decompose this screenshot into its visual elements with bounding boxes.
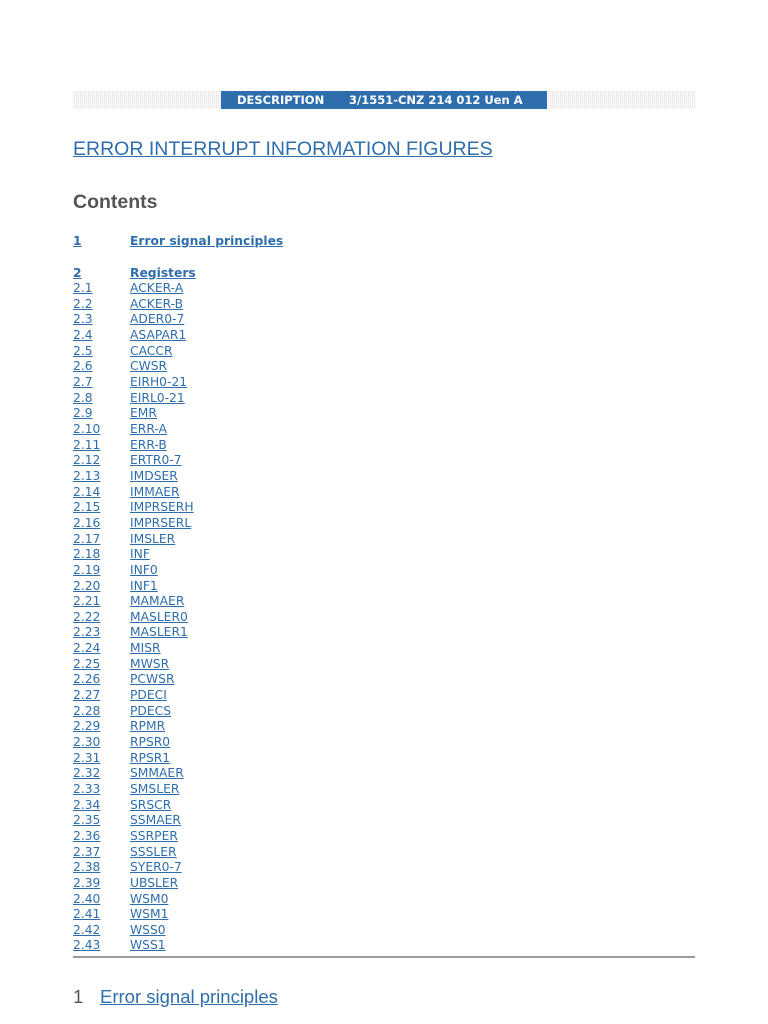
toc-entry-number-link[interactable]: 2.35 xyxy=(73,813,101,828)
toc-entry-number-link[interactable]: 2.28 xyxy=(73,703,101,718)
document-number: 3/1551-CNZ 214 012 Uen A xyxy=(349,93,523,107)
toc-entry-number-link[interactable]: 2.39 xyxy=(73,875,101,890)
toc-entry-title-link[interactable]: MASLER0 xyxy=(130,609,188,624)
toc-entry-title-link[interactable]: ASAPAR1 xyxy=(130,328,187,343)
toc-entry-title-link[interactable]: EMR xyxy=(130,406,157,421)
toc-entry-title-link[interactable]: ERTR0-7 xyxy=(130,453,182,468)
toc-entry-title-link[interactable]: SSRPER xyxy=(130,828,178,843)
toc-entry-number-link[interactable]: 2.23 xyxy=(73,625,101,640)
toc-entry-title-link[interactable]: SMSLER xyxy=(130,781,180,796)
toc-entry-title-link[interactable]: MAMAER xyxy=(130,594,185,609)
toc-entry-number-link[interactable]: 2.32 xyxy=(73,766,101,781)
toc-entry-number-link[interactable]: 2.16 xyxy=(73,515,101,530)
toc-entry-title-link[interactable]: ADER0-7 xyxy=(130,312,185,327)
toc-entry-title-link[interactable]: EIRH0-21 xyxy=(130,375,188,390)
toc-entry-title-link[interactable]: SMMAER xyxy=(130,766,184,781)
toc-entry-title-link[interactable]: IMDSER xyxy=(130,468,178,483)
toc-entry-number-link[interactable]: 2.5 xyxy=(73,343,93,358)
toc-entry-title-link[interactable]: IMMAER xyxy=(130,484,180,499)
document-type-label: DESCRIPTION xyxy=(237,93,325,107)
toc-entry-title-link[interactable]: ERR-B xyxy=(130,437,167,452)
toc-entry-title-link[interactable]: UBSLER xyxy=(130,875,179,890)
toc-entry-number-link[interactable]: 2 xyxy=(73,265,82,280)
toc-entry-title-link[interactable]: ACKER-A xyxy=(130,281,184,296)
toc-entry-title-link[interactable]: IMPRSERH xyxy=(130,500,194,515)
toc-entry-number-link[interactable]: 2.34 xyxy=(73,797,101,812)
toc-entry-title-link[interactable]: Registers xyxy=(130,265,196,280)
toc-entry-title-link[interactable]: WSM0 xyxy=(130,891,169,906)
toc-entry-number-link[interactable]: 2.18 xyxy=(73,547,101,562)
page-title-link[interactable]: ERROR INTERRUPT INFORMATION FIGURES xyxy=(73,138,493,160)
toc-entry-number-link[interactable]: 2.15 xyxy=(73,500,101,515)
toc-entry-number-link[interactable]: 2.10 xyxy=(73,422,101,436)
toc-entry-title-link[interactable]: RPSR0 xyxy=(130,735,171,749)
toc-entry-number-link[interactable]: 2.14 xyxy=(73,484,101,499)
toc-entry-title-link[interactable]: EIRL0-21 xyxy=(130,390,185,405)
toc-entry-number-link[interactable]: 2.37 xyxy=(73,844,101,859)
toc-entry-number-link[interactable]: 2.22 xyxy=(73,609,101,624)
toc-entry-title-link[interactable]: PDECS xyxy=(130,703,172,718)
toc-entry-number-link[interactable]: 2.42 xyxy=(73,922,101,937)
toc-entry-title-link[interactable]: Error signal principles xyxy=(130,234,284,248)
toc-entry-number-link[interactable]: 2.11 xyxy=(73,437,101,452)
toc-entry-number-link[interactable]: 2.27 xyxy=(73,688,101,703)
toc-entry-number-link[interactable]: 2.9 xyxy=(73,406,93,421)
toc-entry-number-link[interactable]: 2.4 xyxy=(73,328,93,343)
toc-entry-number-link[interactable]: 2.19 xyxy=(73,562,101,577)
document-header-banner xyxy=(73,91,695,109)
toc-entry-title-link[interactable]: SSSLER xyxy=(130,844,177,859)
toc-entry-number-link[interactable]: 2.41 xyxy=(73,907,101,922)
toc-entry-title-link[interactable]: ACKER-B xyxy=(130,296,184,311)
divider xyxy=(73,956,695,958)
toc-entry-title-link[interactable]: IMSLER xyxy=(130,531,176,546)
toc-entry-number-link[interactable]: 2.25 xyxy=(73,656,101,671)
toc-entry-title-link[interactable]: MWSR xyxy=(130,656,170,671)
toc-entry-number-link[interactable]: 2.17 xyxy=(73,531,101,546)
toc-entry-number-link[interactable]: 2.2 xyxy=(73,296,93,311)
toc-entry-number-link[interactable]: 2.7 xyxy=(73,375,93,390)
toc-entry-number-link[interactable]: 2.31 xyxy=(73,750,101,765)
toc-entry-title-link[interactable]: CACCR xyxy=(130,343,173,358)
toc-entry-number-link[interactable]: 2.13 xyxy=(73,468,101,483)
toc-entry-number-link[interactable]: 2.1 xyxy=(73,281,93,296)
section-title-link[interactable]: Error signal principles xyxy=(100,986,278,1007)
toc-entry-number-link[interactable]: 2.24 xyxy=(73,641,101,656)
toc-entry-title-link[interactable]: MASLER1 xyxy=(130,625,188,640)
toc-entry-title-link[interactable]: CWSR xyxy=(130,359,168,374)
toc-entry-title-link[interactable]: IMPRSERL xyxy=(130,515,192,530)
toc-entry-title-link[interactable]: SRSCR xyxy=(130,797,172,812)
toc-entry-number-link[interactable]: 2.29 xyxy=(73,719,101,734)
toc-entry-number-link[interactable]: 1 xyxy=(73,234,82,248)
toc-entry-title-link[interactable]: PDECI xyxy=(130,688,167,703)
toc-entry-title-link[interactable]: SSMAER xyxy=(130,813,181,828)
toc-entry-title-link[interactable]: INF0 xyxy=(130,562,158,577)
toc-entry-title-link[interactable]: WSM1 xyxy=(130,907,169,922)
toc-entry-number-link[interactable]: 2.8 xyxy=(73,390,93,405)
toc-entry-number-link[interactable]: 2.6 xyxy=(73,359,93,374)
section-number: 1 xyxy=(73,986,84,1007)
toc-entry-number-link[interactable]: 2.20 xyxy=(73,578,101,593)
document-header-label-box xyxy=(221,91,547,109)
toc-entry-title-link[interactable]: SYER0-7 xyxy=(130,860,182,875)
toc-entry-number-link[interactable]: 2.30 xyxy=(73,735,101,749)
toc-entry-number-link[interactable]: 2.12 xyxy=(73,453,101,468)
toc-entry-number-link[interactable]: 2.36 xyxy=(73,828,101,843)
toc-entry-title-link[interactable]: WSS0 xyxy=(130,922,166,937)
toc-entry-title-link[interactable]: INF xyxy=(130,547,150,562)
toc-entry-number-link[interactable]: 2.3 xyxy=(73,312,93,327)
toc-entry-number-link[interactable]: 2.40 xyxy=(73,891,101,906)
toc-entry-title-link[interactable]: INF1 xyxy=(130,578,158,593)
toc-entry-number-link[interactable]: 2.33 xyxy=(73,781,101,796)
toc-entry-title-link[interactable]: ERR-A xyxy=(130,422,167,436)
toc-entry-number-link[interactable]: 2.43 xyxy=(73,938,101,953)
toc-entry-title-link[interactable]: WSS1 xyxy=(130,938,166,953)
toc-entry-number-link[interactable]: 2.21 xyxy=(73,594,101,609)
toc-entry-number-link[interactable]: 2.38 xyxy=(73,860,101,875)
toc-entry-title-link[interactable]: MISR xyxy=(130,641,161,656)
toc-entry-title-link[interactable]: PCWSR xyxy=(130,672,175,687)
contents-heading: Contents xyxy=(73,191,158,213)
toc-entry-title-link[interactable]: RPSR1 xyxy=(130,750,171,765)
toc-entry-title-link[interactable]: RPMR xyxy=(130,719,166,734)
toc-entry-number-link[interactable]: 2.26 xyxy=(73,672,101,687)
